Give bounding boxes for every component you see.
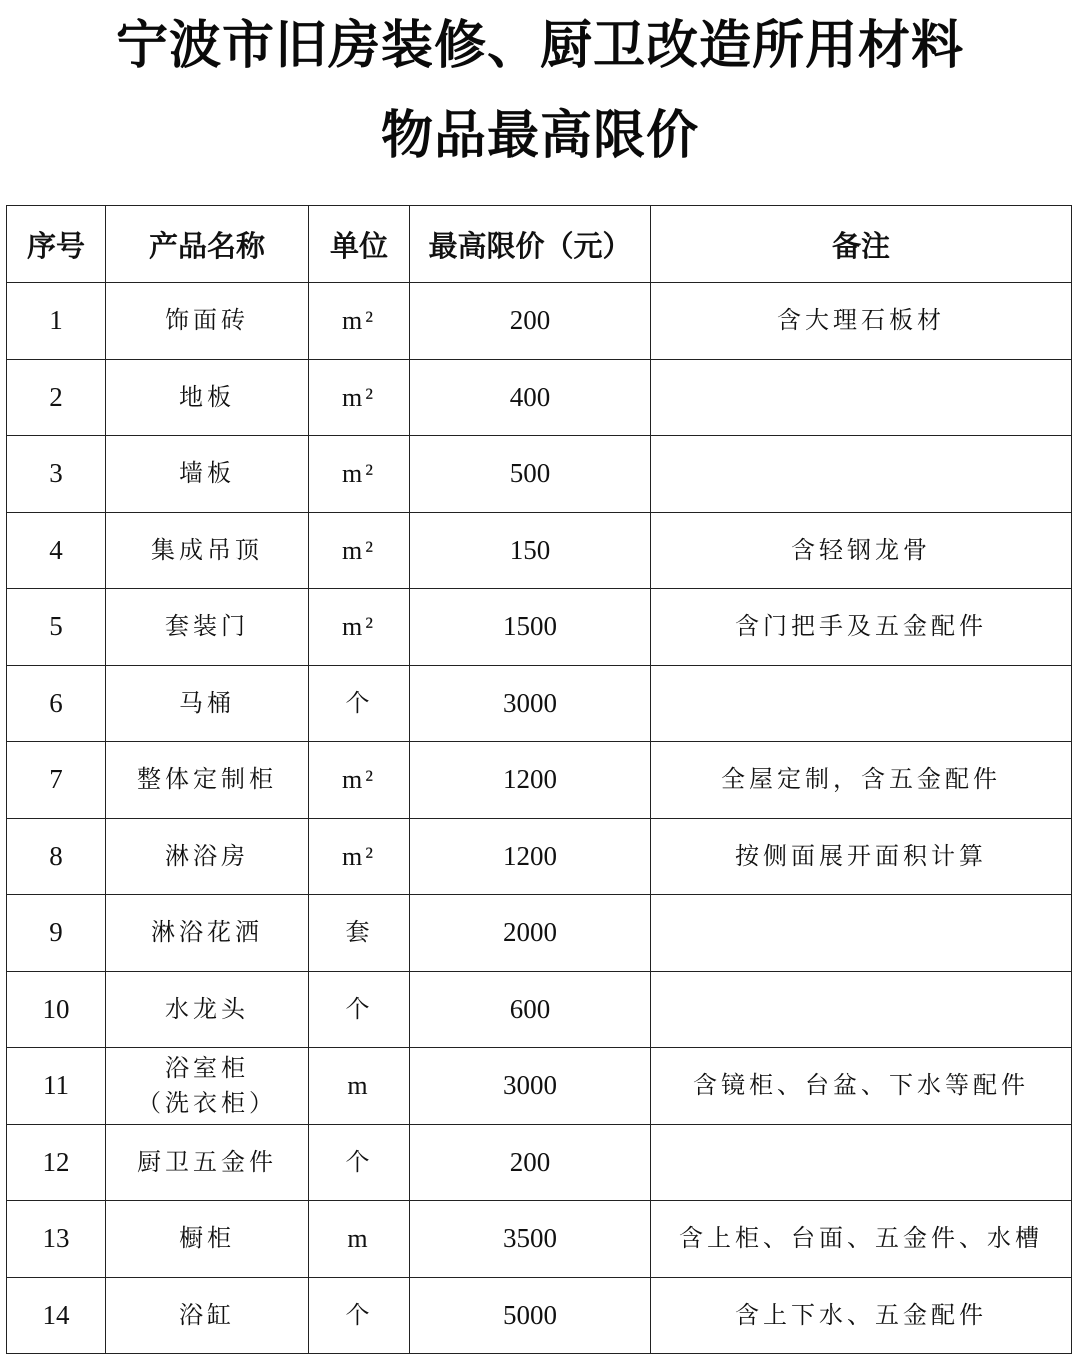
cell-index: 13 bbox=[7, 1201, 106, 1278]
cell-note: 按侧面展开面积计算 bbox=[651, 818, 1072, 895]
table-row bbox=[7, 665, 1072, 742]
cell-note: 含镜柜、台盆、下水等配件 bbox=[651, 1048, 1072, 1125]
product-name-text: 马桶 bbox=[179, 688, 235, 717]
cell-max-price: 3000 bbox=[410, 665, 651, 742]
table-row bbox=[7, 1277, 1072, 1354]
cell-note: 含上下水、五金配件 bbox=[651, 1277, 1072, 1354]
cell-max-price: 600 bbox=[410, 971, 651, 1048]
cell-index: 2 bbox=[7, 359, 106, 436]
cell-max-price: 200 bbox=[410, 283, 651, 360]
table-row bbox=[7, 742, 1072, 819]
header-product-name: 产品名称 bbox=[106, 206, 309, 283]
cell-unit: 套 bbox=[309, 895, 410, 972]
product-name-text: 淋浴房 bbox=[165, 841, 249, 870]
cell-product-name bbox=[106, 895, 309, 972]
product-name-text: 水龙头 bbox=[165, 994, 249, 1023]
cell-max-price: 2000 bbox=[410, 895, 651, 972]
cell-max-price: 1200 bbox=[410, 818, 651, 895]
product-name-text: 厨卫五金件 bbox=[137, 1147, 277, 1176]
cell-product-name bbox=[106, 436, 309, 513]
cell-max-price: 3500 bbox=[410, 1201, 651, 1278]
cell-unit: m² bbox=[309, 589, 410, 666]
cell-index: 7 bbox=[7, 742, 106, 819]
cell-unit: m bbox=[309, 1048, 410, 1125]
cell-unit: m² bbox=[309, 283, 410, 360]
cell-product-name bbox=[106, 1201, 309, 1278]
price-limit-table bbox=[6, 205, 1072, 1354]
cell-unit: m² bbox=[309, 359, 410, 436]
cell-unit: m² bbox=[309, 436, 410, 513]
cell-index: 4 bbox=[7, 512, 106, 589]
cell-unit: 个 bbox=[309, 971, 410, 1048]
cell-note: 含门把手及五金配件 bbox=[651, 589, 1072, 666]
cell-index: 10 bbox=[7, 971, 106, 1048]
cell-index: 6 bbox=[7, 665, 106, 742]
table-row bbox=[7, 1201, 1072, 1278]
table-row bbox=[7, 818, 1072, 895]
cell-product-name bbox=[106, 589, 309, 666]
cell-product-name bbox=[106, 359, 309, 436]
table-row bbox=[7, 895, 1072, 972]
cell-index: 14 bbox=[7, 1277, 106, 1354]
cell-note bbox=[651, 1124, 1072, 1201]
product-name-text: 饰面砖 bbox=[165, 306, 249, 335]
cell-unit: m bbox=[309, 1201, 410, 1278]
header-max-price: 最高限价（元） bbox=[410, 206, 651, 283]
cell-max-price: 3000 bbox=[410, 1048, 651, 1125]
cell-note bbox=[651, 665, 1072, 742]
cell-product-name bbox=[106, 1048, 309, 1125]
cell-index: 1 bbox=[7, 283, 106, 360]
table-row bbox=[7, 589, 1072, 666]
cell-index: 12 bbox=[7, 1124, 106, 1201]
cell-index: 9 bbox=[7, 895, 106, 972]
table-row bbox=[7, 1048, 1072, 1125]
table-body bbox=[7, 283, 1072, 1354]
product-name-text: 橱柜 bbox=[179, 1224, 235, 1253]
cell-product-name bbox=[106, 818, 309, 895]
header-note: 备注 bbox=[651, 206, 1072, 283]
cell-product-name bbox=[106, 283, 309, 360]
product-name-text: 套装门 bbox=[165, 612, 249, 641]
table-row bbox=[7, 971, 1072, 1048]
cell-unit: 个 bbox=[309, 1277, 410, 1354]
product-name-text: 整体定制柜 bbox=[137, 765, 277, 794]
table-row bbox=[7, 1124, 1072, 1201]
cell-product-name bbox=[106, 512, 309, 589]
cell-unit: 个 bbox=[309, 665, 410, 742]
document-title-line-2: 物品最高限价 bbox=[380, 105, 699, 166]
cell-max-price: 1500 bbox=[410, 589, 651, 666]
product-name-text: 集成吊顶 bbox=[151, 535, 263, 564]
product-name-text: 淋浴花洒 bbox=[151, 918, 263, 947]
table-row bbox=[7, 359, 1072, 436]
cell-max-price: 150 bbox=[410, 512, 651, 589]
cell-note bbox=[651, 895, 1072, 972]
cell-product-name bbox=[106, 971, 309, 1048]
cell-unit: m² bbox=[309, 818, 410, 895]
cell-index: 11 bbox=[7, 1048, 106, 1125]
table-header-row bbox=[7, 206, 1072, 283]
product-name-text: 墙板 bbox=[179, 459, 235, 488]
cell-note: 含上柜、台面、五金件、水槽 bbox=[651, 1201, 1072, 1278]
product-name-text: 浴缸 bbox=[179, 1300, 235, 1329]
cell-product-name bbox=[106, 1277, 309, 1354]
cell-max-price: 200 bbox=[410, 1124, 651, 1201]
cell-index: 3 bbox=[7, 436, 106, 513]
cell-unit: m² bbox=[309, 512, 410, 589]
cell-note bbox=[651, 359, 1072, 436]
cell-index: 5 bbox=[7, 589, 106, 666]
cell-unit: m² bbox=[309, 742, 410, 819]
cell-note: 含大理石板材 bbox=[651, 283, 1072, 360]
cell-index: 8 bbox=[7, 818, 106, 895]
cell-max-price: 5000 bbox=[410, 1277, 651, 1354]
cell-unit: 个 bbox=[309, 1124, 410, 1201]
cell-product-name bbox=[106, 742, 309, 819]
table-row bbox=[7, 512, 1072, 589]
cell-max-price: 400 bbox=[410, 359, 651, 436]
cell-max-price: 500 bbox=[410, 436, 651, 513]
document-title-line-1: 宁波市旧房装修、厨卫改造所用材料 bbox=[115, 15, 964, 76]
cell-note: 全屋定制，含五金配件 bbox=[651, 742, 1072, 819]
cell-product-name bbox=[106, 1124, 309, 1201]
cell-product-name bbox=[106, 665, 309, 742]
header-index: 序号 bbox=[7, 206, 106, 283]
product-name-text: 地板 bbox=[179, 382, 235, 411]
cell-note: 含轻钢龙骨 bbox=[651, 512, 1072, 589]
product-name-text: 浴室柜 bbox=[165, 1053, 249, 1082]
cell-max-price: 1200 bbox=[410, 742, 651, 819]
header-unit: 单位 bbox=[309, 206, 410, 283]
product-name-subtext: （洗衣柜） bbox=[137, 1088, 277, 1117]
table-row bbox=[7, 283, 1072, 360]
table-row bbox=[7, 436, 1072, 513]
cell-note bbox=[651, 971, 1072, 1048]
cell-note bbox=[651, 436, 1072, 513]
